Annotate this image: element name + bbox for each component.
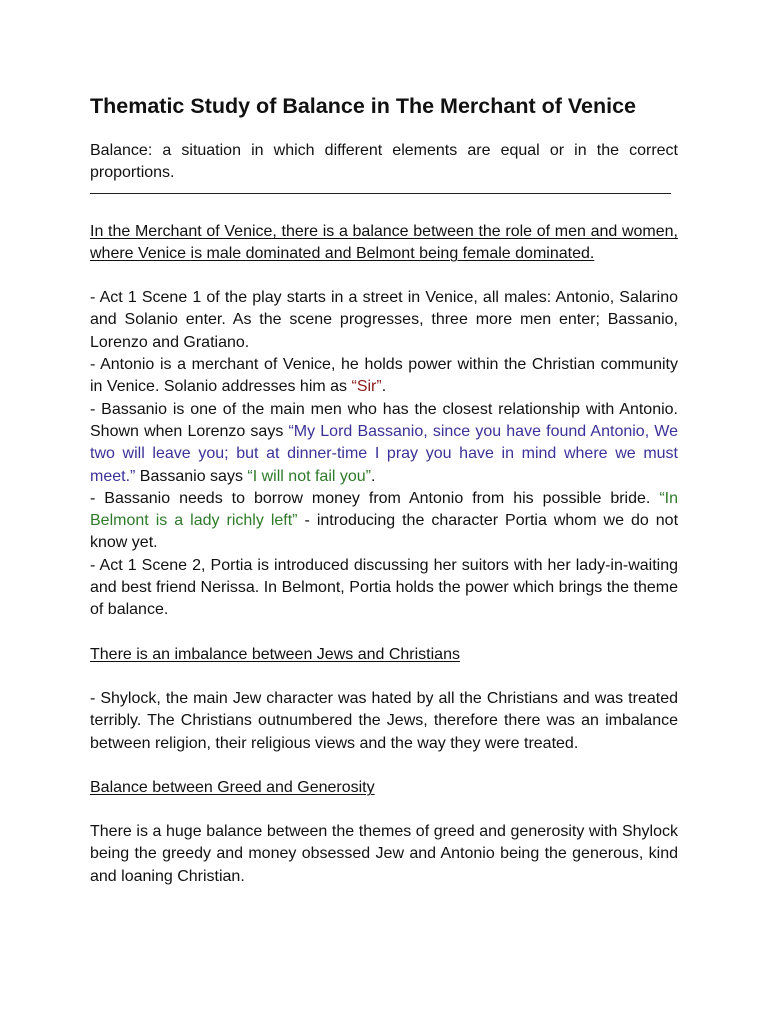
quote-lorenzo: “My Lord Bassanio, since you have found Antonio, We two will leave you; but at dinner-time I pray you have in mind where we must meet.” <box>90 422 678 485</box>
paragraph-shylock: - Shylock, the main Jew character was hated by all the Christians and was treated terribly. The Christians outnumbered the Jews, therefore there was an imbalance between religion, their religious views and the way they were treated. <box>90 689 678 752</box>
paragraph-borrow-text: - Bassanio needs to borrow money from Antonio from his possible bride. <box>90 489 660 507</box>
quote-sir: “Sir” <box>351 378 382 396</box>
paragraph-borrow-end: - introducing the character Portia whom we do not know yet. <box>90 512 679 552</box>
paragraph-bassanio-end: . <box>371 467 376 485</box>
section-heading-men-women: In the Merchant of Venice, there is a balance between the role of men and women, where Venice is male dominated and Belmont being female dominated. <box>90 222 678 262</box>
document-page <box>90 92 678 888</box>
paragraph-bassanio-relationship <box>90 399 678 488</box>
paragraph-greed-generosity: There is a huge balance between the themes of greed and generosity with Shylock being the greedy and money obsessed Jew and Antonio being the generous, kind and loaning Christian. <box>90 823 678 885</box>
section-heading-jews-christians: There is an imbalance between Jews and Christians <box>90 645 460 663</box>
paragraph-bassanio-mid: Bassanio says <box>135 467 248 485</box>
paragraph-bassanio-borrow <box>90 488 678 555</box>
quote-belmont: “In Belmont is a lady richly left” <box>90 489 678 530</box>
quote-bassanio: “I will not fail you” <box>247 467 371 485</box>
section-heading-greed-generosity: Balance between Greed and Generosity <box>90 778 375 796</box>
paragraph-bassanio-text: - Bassanio is one of the main men who has the closest relationship with Antonio. Shown when Lorenzo says <box>90 400 678 440</box>
paragraph-act1-scene2: - Act 1 Scene 2, Portia is introduced discussing her suitors with her lady-in-waiting and best friend Nerissa. In Belmont, Portia holds the power which brings the theme of balance. <box>90 556 678 619</box>
paragraph-antonio <box>90 354 678 399</box>
document-title: Thematic Study of Balance in The Merchant of Venice <box>90 94 636 118</box>
definition-paragraph: Balance: a situation in which different elements are equal or in the correct proportions. <box>90 142 678 182</box>
horizontal-rule <box>90 193 671 194</box>
paragraph-antonio-end: . <box>381 378 387 396</box>
paragraph-antonio-text: - Antonio is a merchant of Venice, he holds power within the Christian community in Venice. Solanio addresses him as <box>90 356 678 396</box>
paragraph-act1-scene1: - Act 1 Scene 1 of the play starts in a street in Venice, all males: Antonio, Salarino and Solanio enter. As the scene progresses, three more men enter; Bassanio, Lorenzo and Gratiano. <box>90 289 678 351</box>
